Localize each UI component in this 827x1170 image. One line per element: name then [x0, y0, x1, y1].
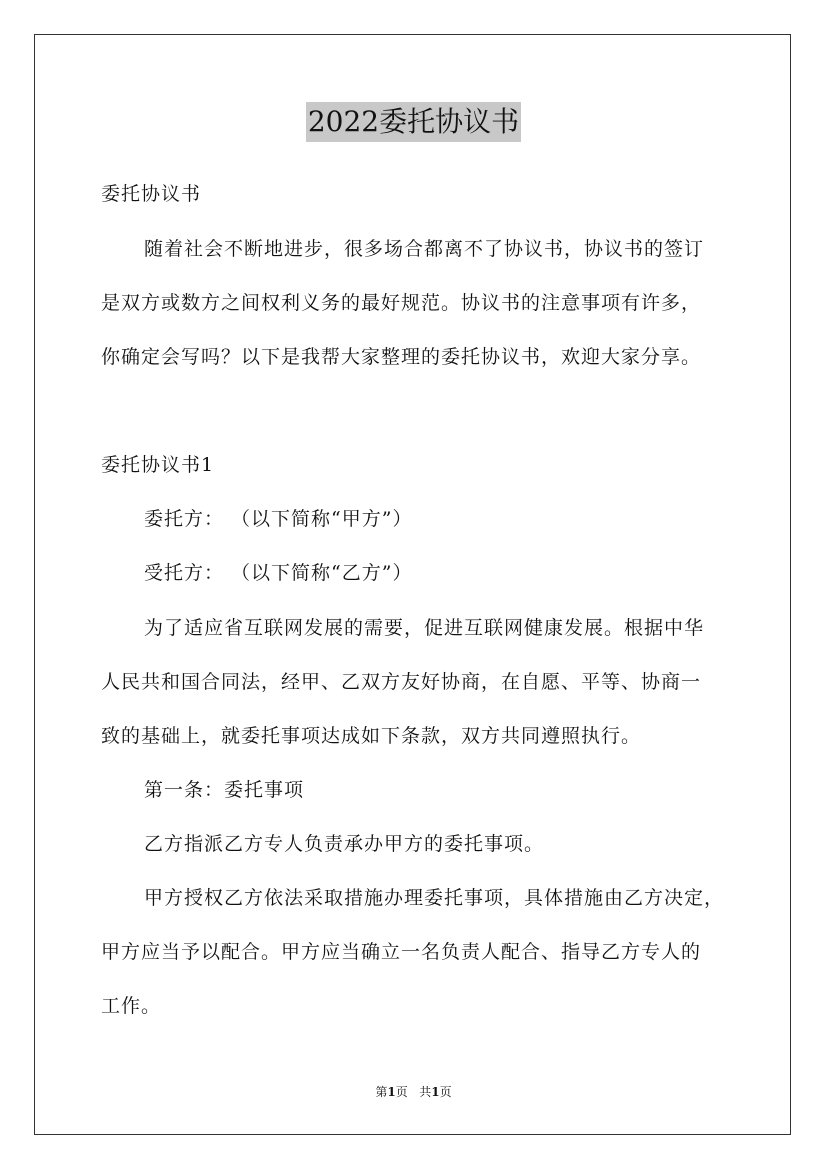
article-1-paragraph-2-line-2: 甲方应当予以配合。甲方应当确立一名负责人配合、指导乙方专人的: [101, 941, 702, 963]
article-1-paragraph-2-line-1: 甲方授权乙方依法采取措施办理委托事项，具体措施由乙方决定，: [144, 887, 725, 909]
document-title: 2022委托协议书: [306, 102, 521, 142]
intro-line-3: 你确定会写吗？以下是我帮大家整理的委托协议书，欢迎大家分享。: [101, 346, 702, 368]
total-suffix: 页: [439, 1085, 452, 1099]
article-1-heading: 第一条：委托事项: [144, 779, 305, 801]
article-1-paragraph-1: 乙方指派乙方专人负责承办甲方的委托事项。: [144, 833, 545, 855]
intro-line-1: 随着社会不断地进步，很多场合都离不了协议书，协议书的签订: [144, 238, 705, 260]
page-prefix: 第: [375, 1085, 388, 1099]
intro-line-2: 是双方或数方之间权利义务的最好规范。协议书的注意事项有许多，: [101, 292, 702, 314]
total-pages: 1: [431, 1085, 440, 1099]
purpose-line-2: 人民共和国合同法，经甲、乙双方友好协商，在自愿、平等、协商一: [101, 671, 702, 693]
page-suffix: 页: [395, 1085, 408, 1099]
agreement-1-heading: 委托协议书1: [101, 454, 215, 476]
page-footer: [0, 1084, 827, 1100]
section-heading: 委托协议书: [101, 183, 202, 205]
total-prefix: 共: [419, 1085, 432, 1099]
title-container: [0, 102, 827, 142]
article-1-paragraph-2-line-3: 工作。: [101, 995, 162, 1017]
purpose-line-1: 为了适应省互联网发展的需要，促进互联网健康发展。根据中华: [144, 617, 705, 639]
party-a-line: 委托方： （以下简称“甲方”）: [144, 508, 413, 530]
page-number: 1: [387, 1085, 396, 1099]
party-b-line: 受托方： （以下简称“乙方”）: [144, 562, 413, 584]
purpose-line-3: 致的基础上，就委托事项达成如下条款，双方共同遵照执行。: [101, 725, 642, 747]
